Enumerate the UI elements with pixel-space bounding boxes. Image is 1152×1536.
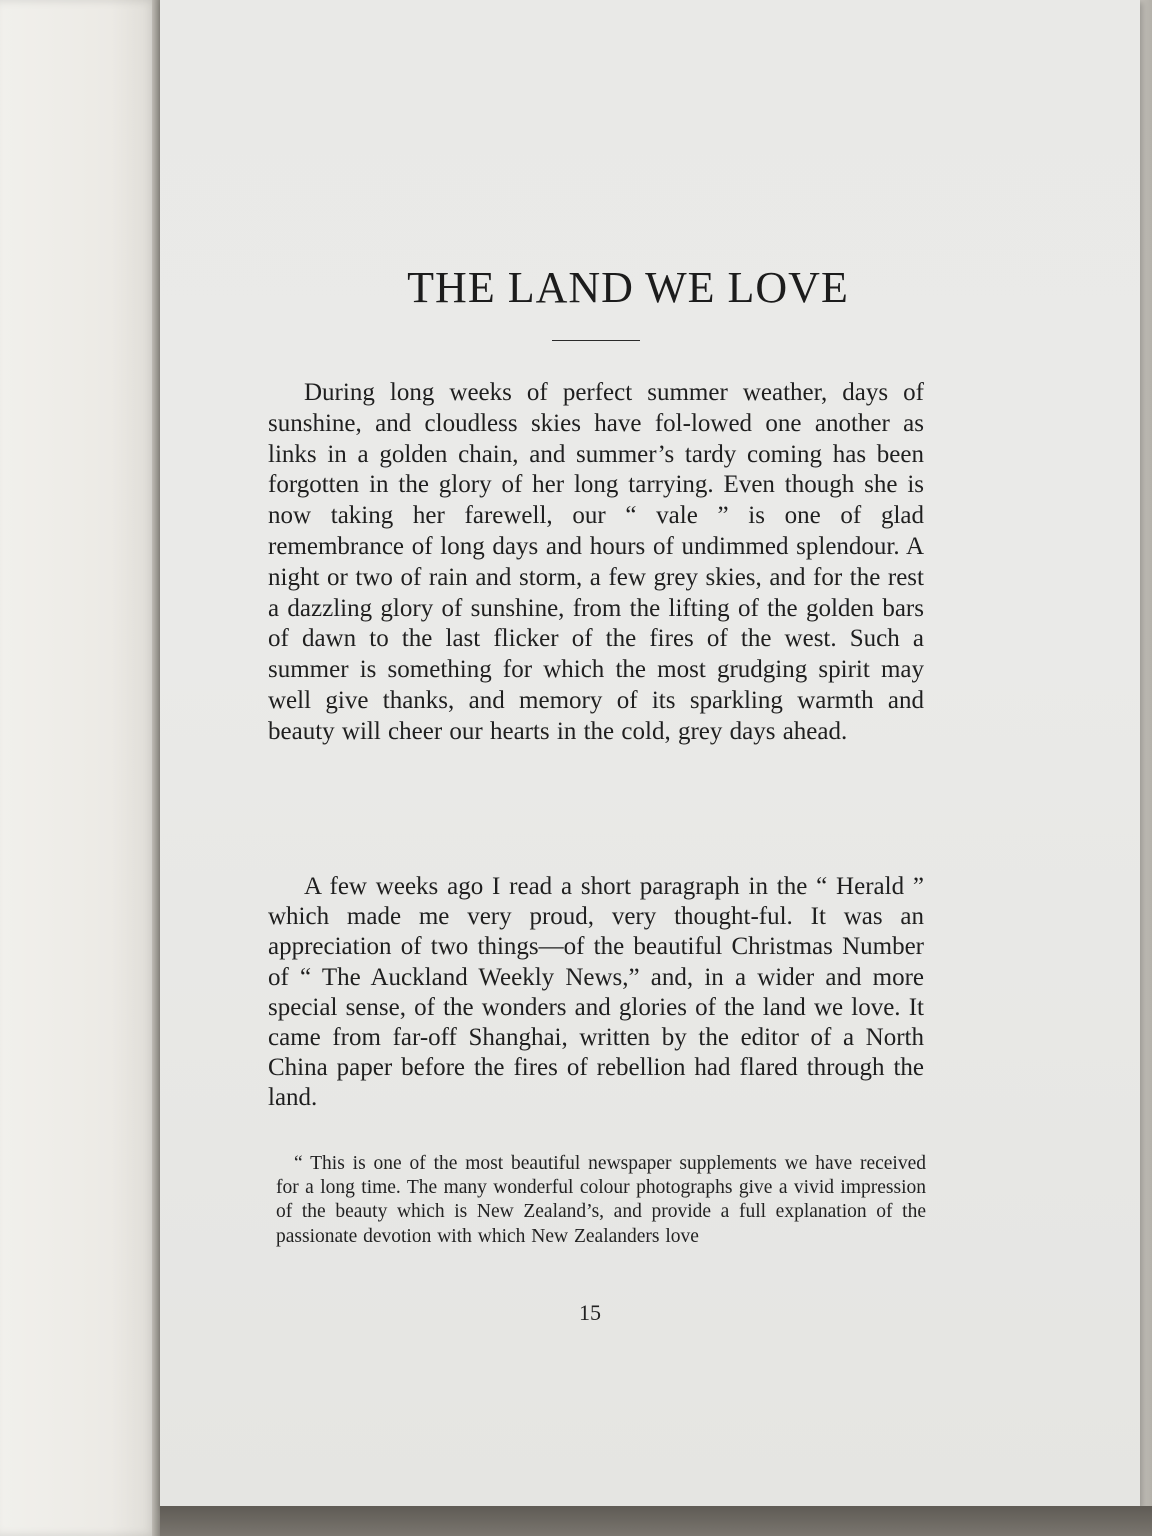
body-paragraph-2: A few weeks ago I read a short paragraph in the “ Herald ” which made me very proud, very thought-ful. It was an appreciation of two things—of the beautiful Christmas Number of “ The Auckland Weekly News,” and, in a wider and more special sense, of the wonders and glories of the land we love. It came from far-off Shanghai, written by the editor of a North China paper before the fires of rebellion had flared through the land. [268,873,924,1112]
printed-page [160,0,1140,1508]
quoted-passage: “ This is one of the most beautiful newspaper supplements we have received for a long time. The many wonderful colour photographs give a vivid impression of the beauty which is New Zealand’s, and provide a full explanation of the passionate devotion with which New Zealanders love [276,1153,926,1247]
body-paragraph-1: During long weeks of perfect summer weather, days of sunshine, and cloudless skies have fol-lowed one another as links in a golden chain, and summer’s tardy coming has been forgotten in the glory of her long tarrying. Even though she is now taking her farewell, our “ vale ” is one of glad remembrance of long days and hours of undimmed splendour. A night or two of rain and storm, a few grey skies, and for the rest a dazzling glory of sunshine, from the lifting of the golden bars of dawn to the last flicker of the fires of the west. Such a summer is something for which the most grudging spirit may well give thanks, and memory of its sparkling warmth and beauty will cheer our hearts in the cold, grey days ahead. [268,379,924,745]
book-bottom-edge [160,1506,1152,1536]
left-blank-page [0,0,158,1536]
chapter-title: THE LAND WE LOVE [407,263,849,312]
page-number: 15 [579,1300,601,1325]
title-rule [552,340,640,341]
